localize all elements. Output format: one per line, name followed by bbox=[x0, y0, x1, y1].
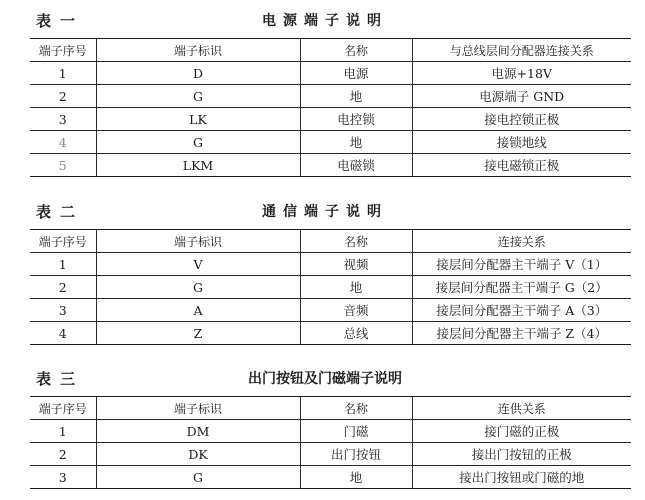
cell-relation: 接电磁锁正极 bbox=[412, 154, 631, 177]
cell-seq: 2 bbox=[30, 276, 96, 299]
table-section-2 bbox=[0, 199, 645, 341]
header-row bbox=[30, 397, 631, 420]
table-row bbox=[30, 466, 631, 489]
col-header-name: 名称 bbox=[300, 230, 412, 253]
table-title: 通信端子说明 bbox=[262, 204, 388, 220]
table-title: 出门按钮及门磁端子说明 bbox=[248, 371, 402, 387]
cell-name: 总线 bbox=[300, 322, 412, 345]
cell-relation: 接出门按钮的正极 bbox=[412, 443, 631, 466]
table-section-3 bbox=[0, 366, 645, 485]
table-number: 表二 bbox=[36, 203, 85, 221]
col-header-relation: 与总线层间分配器连接关系 bbox=[412, 39, 631, 62]
cell-id: A bbox=[96, 299, 300, 322]
cell-name: 音频 bbox=[300, 299, 412, 322]
col-header-seq: 端子序号 bbox=[30, 39, 96, 62]
cell-seq: 4 bbox=[30, 131, 96, 154]
cell-name: 地 bbox=[300, 276, 412, 299]
table-number: 表三 bbox=[36, 370, 85, 388]
cell-seq: 4 bbox=[30, 322, 96, 345]
header-row bbox=[30, 230, 631, 253]
table-title-row bbox=[0, 8, 645, 32]
cell-name: 地 bbox=[300, 466, 412, 489]
col-header-seq: 端子序号 bbox=[30, 230, 96, 253]
col-header-relation: 连供关系 bbox=[412, 397, 631, 420]
col-header-name: 名称 bbox=[300, 39, 412, 62]
cell-seq: 2 bbox=[30, 85, 96, 108]
col-header-seq: 端子序号 bbox=[30, 397, 96, 420]
col-header-id: 端子标识 bbox=[96, 230, 300, 253]
cell-id: G bbox=[96, 85, 300, 108]
table-row bbox=[30, 62, 631, 85]
cell-seq: 1 bbox=[30, 62, 96, 85]
cell-seq: 1 bbox=[30, 253, 96, 276]
col-header-id: 端子标识 bbox=[96, 39, 300, 62]
cell-id: LKM bbox=[96, 154, 300, 177]
cell-seq: 2 bbox=[30, 443, 96, 466]
table-row bbox=[30, 299, 631, 322]
power-terminal-table bbox=[30, 38, 631, 177]
table-row bbox=[30, 322, 631, 345]
cell-name: 电源 bbox=[300, 62, 412, 85]
table-section-1 bbox=[0, 8, 645, 173]
cell-id: DM bbox=[96, 420, 300, 443]
cell-seq: 3 bbox=[30, 299, 96, 322]
cell-name: 电控锁 bbox=[300, 108, 412, 131]
table-number: 表一 bbox=[36, 12, 85, 30]
table-row bbox=[30, 253, 631, 276]
table-row bbox=[30, 276, 631, 299]
table-row bbox=[30, 131, 631, 154]
cell-name: 门磁 bbox=[300, 420, 412, 443]
col-header-id: 端子标识 bbox=[96, 397, 300, 420]
cell-name: 地 bbox=[300, 85, 412, 108]
cell-id: G bbox=[96, 276, 300, 299]
cell-name: 视频 bbox=[300, 253, 412, 276]
cell-id: V bbox=[96, 253, 300, 276]
cell-id: DK bbox=[96, 443, 300, 466]
cell-relation: 电源+18V bbox=[412, 62, 631, 85]
cell-id: D bbox=[96, 62, 300, 85]
cell-relation: 接锁地线 bbox=[412, 131, 631, 154]
table-title-row bbox=[0, 366, 645, 390]
cell-relation: 接层间分配器主干端子 G（2） bbox=[412, 276, 631, 299]
cell-name: 电磁锁 bbox=[300, 154, 412, 177]
col-header-name: 名称 bbox=[300, 397, 412, 420]
header-row bbox=[30, 39, 631, 62]
comm-terminal-table bbox=[30, 229, 631, 345]
cell-relation: 接层间分配器主干端子 Z（4） bbox=[412, 322, 631, 345]
table-row bbox=[30, 154, 631, 177]
table-title-row bbox=[0, 199, 645, 223]
table-title: 电源端子说明 bbox=[262, 13, 388, 29]
cell-seq: 3 bbox=[30, 108, 96, 131]
cell-relation: 接层间分配器主干端子 A（3） bbox=[412, 299, 631, 322]
cell-relation: 电源端子 GND bbox=[412, 85, 631, 108]
cell-relation: 接电控锁正极 bbox=[412, 108, 631, 131]
cell-seq: 1 bbox=[30, 420, 96, 443]
col-header-relation: 连接关系 bbox=[412, 230, 631, 253]
cell-relation: 接门磁的正极 bbox=[412, 420, 631, 443]
cell-seq: 3 bbox=[30, 466, 96, 489]
table-row bbox=[30, 108, 631, 131]
cell-seq: 5 bbox=[30, 154, 96, 177]
cell-id: LK bbox=[96, 108, 300, 131]
door-terminal-table bbox=[30, 396, 631, 489]
table-row bbox=[30, 85, 631, 108]
cell-relation: 接出门按钮或门磁的地 bbox=[412, 466, 631, 489]
table-row bbox=[30, 420, 631, 443]
cell-name: 地 bbox=[300, 131, 412, 154]
cell-id: G bbox=[96, 131, 300, 154]
table-row bbox=[30, 443, 631, 466]
cell-id: G bbox=[96, 466, 300, 489]
cell-name: 出门按钮 bbox=[300, 443, 412, 466]
cell-id: Z bbox=[96, 322, 300, 345]
cell-relation: 接层间分配器主干端子 V（1） bbox=[412, 253, 631, 276]
